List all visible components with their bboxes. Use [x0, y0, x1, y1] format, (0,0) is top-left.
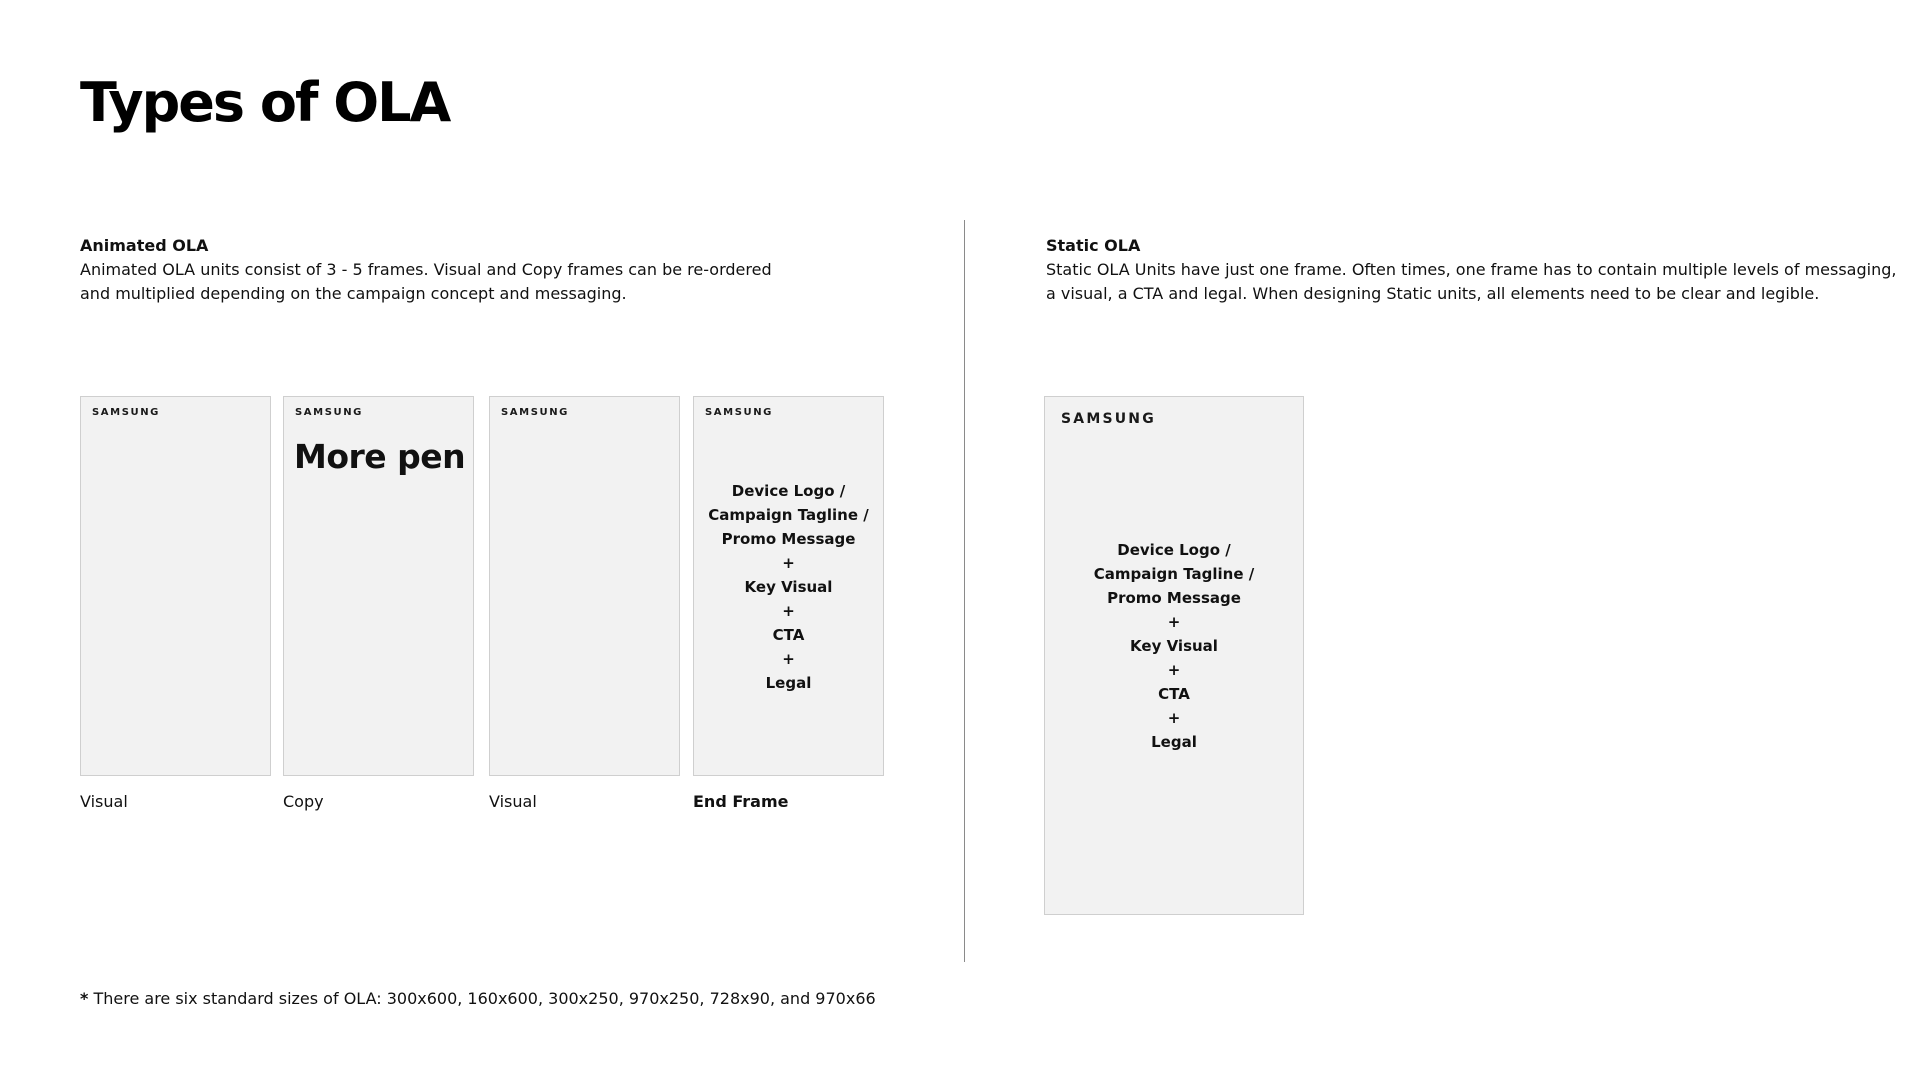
footnote [80, 988, 876, 1010]
end-frame-element-stack [694, 479, 883, 695]
animated-frame-visual-2 [489, 396, 680, 776]
samsung-logo: SAMSUNG [705, 407, 773, 418]
static-ola-heading: Static OLA [1046, 236, 1141, 255]
animated-ola-heading: Animated OLA [80, 236, 209, 255]
stack-item: Promo Message [721, 530, 856, 548]
page-title: Types of OLA [80, 71, 450, 134]
static-frame [1044, 396, 1304, 915]
static-frame-element-stack [1045, 538, 1303, 754]
stack-item: Key Visual [1130, 637, 1218, 655]
stack-item: Promo Message [1107, 589, 1241, 607]
stack-item: + [782, 650, 795, 668]
stack-item: Device Logo / [1117, 541, 1231, 559]
samsung-logo: SAMSUNG [295, 407, 363, 418]
static-ola-description-line1: Static OLA Units have just one frame. Often times, one frame has to contain multiple levels of messaging, [1046, 260, 1897, 279]
frame-caption-end-frame: End Frame [693, 792, 789, 811]
stack-item: + [1167, 661, 1181, 679]
footnote-text: There are six standard sizes of OLA: 300x600, 160x600, 300x250, 970x250, 728x90, and 970x66 [93, 989, 876, 1008]
stack-item: + [782, 602, 795, 620]
animated-frame-end [693, 396, 884, 776]
stack-item: Campaign Tagline / [1093, 565, 1255, 583]
animated-frame-visual-1 [80, 396, 271, 776]
stack-item: Legal [765, 674, 812, 692]
samsung-logo: SAMSUNG [501, 407, 569, 418]
samsung-logo: SAMSUNG [92, 407, 160, 418]
stack-item: Campaign Tagline / [708, 506, 869, 524]
stack-item: + [782, 554, 795, 572]
animated-ola-description-line2: and multiplied depending on the campaign concept and messaging. [80, 284, 627, 303]
static-ola-description-line2: a visual, a CTA and legal. When designing Static units, all elements need to be clear and legible. [1046, 284, 1820, 303]
stack-item: + [1167, 613, 1181, 631]
static-ola-description [1046, 258, 1896, 306]
animated-ola-description-line1: Animated OLA units consist of 3 - 5 frames. Visual and Copy frames can be re-ordered [80, 260, 772, 279]
stack-item: CTA [1158, 685, 1190, 703]
frame-caption-visual-2: Visual [489, 792, 537, 811]
stack-item: Legal [1151, 733, 1197, 751]
stack-item: CTA [772, 626, 805, 644]
footnote-asterisk: * [80, 989, 89, 1008]
frame-caption-copy: Copy [283, 792, 324, 811]
animated-frame-copy [283, 396, 474, 776]
copy-headline: More pen [294, 437, 466, 476]
stack-item: Device Logo / [731, 482, 846, 500]
stack-item: + [1167, 709, 1181, 727]
samsung-logo: SAMSUNG [1061, 411, 1156, 427]
section-divider [964, 220, 965, 962]
animated-ola-description [80, 258, 772, 306]
frame-caption-visual-1: Visual [80, 792, 128, 811]
stack-item: Key Visual [744, 578, 833, 596]
